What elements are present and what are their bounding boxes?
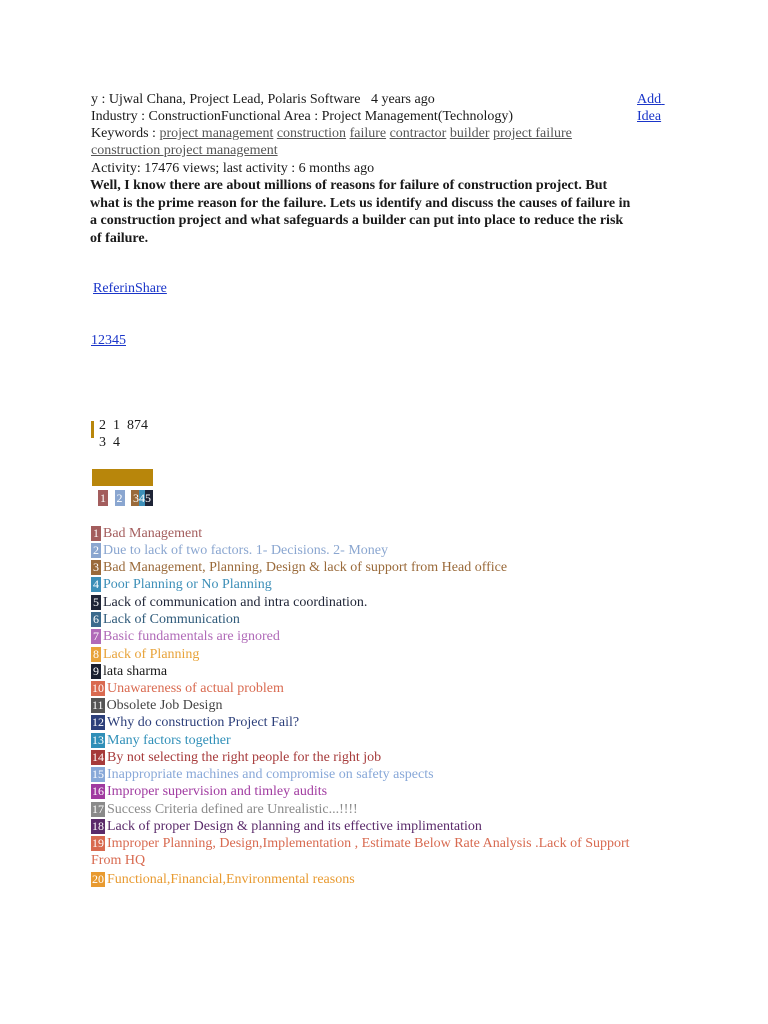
list-item[interactable] xyxy=(91,594,367,611)
refer-share-link[interactable]: ReferinShare xyxy=(93,281,167,296)
question-description: Well, I know there are about millions of reasons for failure of construction project. But what is the prime reason for the failure. Lets us identify and discuss the causes of failure in a construction project and what safeguards a builder can put into place to reduce the risk of failure. xyxy=(90,178,631,246)
item-text: By not selecting the right people for the right job xyxy=(107,750,382,765)
list-item[interactable] xyxy=(91,749,381,766)
keyword-link[interactable]: construction xyxy=(276,126,347,141)
item-text: Lack of communication and intra coordination. xyxy=(103,595,368,610)
rating-marker xyxy=(91,421,94,438)
item-text: Basic fundamentals are ignored xyxy=(103,629,280,644)
rating-tab-1[interactable]: 1 xyxy=(100,491,106,505)
item-number-badge: 20 xyxy=(92,872,104,886)
item-text: Bad Management xyxy=(103,526,203,541)
item-number-badge: 17 xyxy=(92,802,104,816)
list-item[interactable] xyxy=(91,783,327,800)
item-text: Bad Management, Planning, Design & lack of support from Head office xyxy=(103,560,508,575)
item-number-badge: 9 xyxy=(93,664,99,678)
item-text: Due to lack of two factors. 1- Decisions. 2- Money xyxy=(103,543,388,558)
rating-tab-2[interactable]: 2 xyxy=(116,491,123,505)
item-text: Improper supervision and timley audits xyxy=(107,784,328,799)
item-number-badge: 8 xyxy=(93,647,99,661)
keyword-link[interactable]: failure xyxy=(349,126,387,141)
item-number-badge: 6 xyxy=(93,612,99,626)
keyword-link[interactable]: project management xyxy=(159,126,274,141)
item-number-badge: 19 xyxy=(92,836,104,850)
item-text: Poor Planning or No Planning xyxy=(103,577,272,592)
keyword-link[interactable]: construction project management xyxy=(91,143,278,158)
item-text: Success Criteria defined are Unrealistic...!!!! xyxy=(107,802,358,817)
item-number-badge: 13 xyxy=(92,733,104,747)
industry-line: Industry : ConstructionFunctional Area : Project Management(Technology) xyxy=(91,109,514,124)
list-item[interactable] xyxy=(91,542,388,559)
keyword-link[interactable]: builder xyxy=(449,126,490,141)
list-item[interactable] xyxy=(91,576,272,593)
item-number-badge: 7 xyxy=(93,629,99,643)
item-text: Lack of proper Design & planning and its effective implimentation xyxy=(107,819,482,834)
item-text: Why do construction Project Fail? xyxy=(107,715,300,730)
list-item[interactable] xyxy=(91,680,284,697)
list-item[interactable] xyxy=(91,801,358,818)
author-line xyxy=(91,91,435,108)
item-number-badge: 5 xyxy=(93,595,99,609)
item-number-badge: 12 xyxy=(92,715,104,729)
list-item[interactable] xyxy=(91,611,240,628)
add-idea-line2: Idea xyxy=(637,109,662,124)
item-text: lata sharma xyxy=(103,664,168,679)
rating-tab-5[interactable]: 5 xyxy=(145,491,151,505)
list-item[interactable] xyxy=(91,663,167,680)
activity-line: Activity: 17476 views; last activity : 6 months ago xyxy=(91,161,375,176)
add-idea-link[interactable] xyxy=(637,91,677,125)
item-number-badge: 11 xyxy=(92,698,104,712)
item-number-badge: 15 xyxy=(92,767,104,781)
list-item[interactable] xyxy=(91,835,636,869)
list-item[interactable] xyxy=(91,697,222,714)
pager-link[interactable]: 12345 xyxy=(91,333,126,348)
rating-tabs xyxy=(98,490,153,508)
item-text: Lack of Planning xyxy=(103,647,200,662)
keywords-label: Keywords : xyxy=(91,126,160,141)
item-number-badge: 14 xyxy=(92,750,104,764)
keyword-link[interactable]: contractor xyxy=(389,126,447,141)
item-text: Functional,Financial,Environmental reasons xyxy=(107,872,355,887)
keyword-link[interactable]: project failure xyxy=(493,126,572,141)
rating-line1: 2 1 874 xyxy=(99,418,148,433)
author-prefix: y : xyxy=(91,92,109,107)
item-number-badge: 1 xyxy=(93,526,99,540)
rating-line2: 3 4 xyxy=(99,435,120,450)
item-text: Improper Planning, Design,Implementation , Estimate Below Rate Analysis .Lack of Support From HQ xyxy=(91,836,630,868)
item-text: Many factors together xyxy=(107,733,231,748)
add-idea-line1: Add xyxy=(637,92,662,107)
list-item[interactable] xyxy=(91,732,231,749)
item-text: Unawareness of actual problem xyxy=(107,681,284,696)
list-item[interactable] xyxy=(91,766,434,783)
time-ago: 4 years ago xyxy=(370,92,435,107)
item-number-badge: 10 xyxy=(92,681,104,695)
item-number-badge: 18 xyxy=(92,819,104,833)
list-item[interactable] xyxy=(91,559,507,576)
keywords-line xyxy=(91,125,631,159)
list-item[interactable] xyxy=(91,714,299,731)
item-number-badge: 3 xyxy=(93,560,99,574)
list-item[interactable] xyxy=(91,871,355,888)
item-number-badge: 2 xyxy=(93,543,99,557)
rating-bar xyxy=(92,469,153,486)
list-item[interactable] xyxy=(91,646,199,663)
item-text: Obsolete Job Design xyxy=(106,698,223,713)
item-text: Lack of Communication xyxy=(103,612,240,627)
list-item[interactable] xyxy=(91,628,280,645)
list-item[interactable] xyxy=(91,525,202,542)
item-number-badge: 16 xyxy=(92,784,104,798)
author-name: Ujwal Chana, Project Lead, Polaris Software xyxy=(108,92,361,107)
item-text: Inappropriate machines and compromise on safety aspects xyxy=(107,767,434,782)
item-number-badge: 4 xyxy=(93,577,99,591)
rating-tab-4[interactable]: 4 xyxy=(139,491,145,505)
rating-tab-3[interactable]: 3 xyxy=(133,491,139,505)
list-item[interactable] xyxy=(91,818,482,835)
